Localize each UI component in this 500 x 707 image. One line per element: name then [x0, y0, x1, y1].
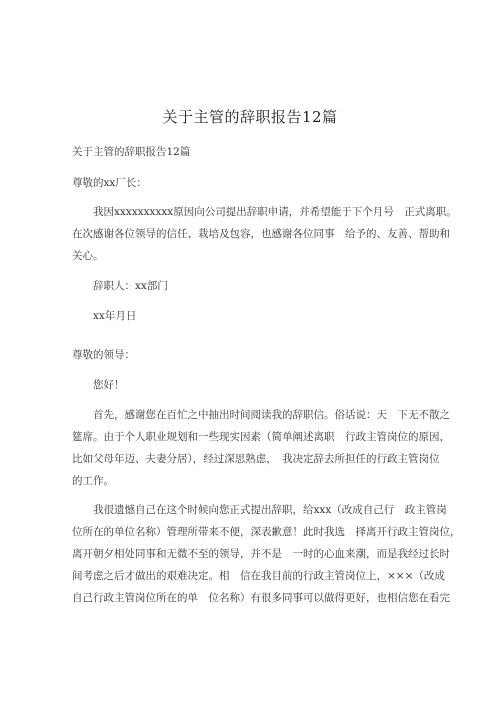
paragraph-2-line-4: 的工作。 [72, 475, 114, 487]
paragraph-3-line-2: 位所在的单位名称）管理所带来不便，深表歉意！此时我选 择离开行政主管岗位， [72, 526, 461, 538]
paragraph-3-line-3: 离开朝夕相处同事和无微不至的领导，并不是 一时的心血来潮，而是我经过长时 [72, 548, 450, 560]
date-line: xx年月日 [93, 310, 137, 322]
paragraph-1-line-3: 关心。 [72, 250, 104, 262]
paragraph-1-line-1: 我因xxxxxxxxxx原因向公司提出辞职申请，并希望能于下个月号 正式离职。 [93, 206, 457, 218]
paragraph-3-line-1: 我很遗憾自己在这个时候向您正式提出辞职，给xxx（改成自己行 政主管岗 [93, 504, 447, 516]
greeting-factory-director: 尊敬的xx厂长： [72, 177, 147, 189]
greeting-leader: 尊敬的领导： [72, 349, 135, 361]
hello-line: 您好！ [93, 379, 125, 391]
signer-line: 辞职人：xx部门 [93, 280, 168, 292]
document-title: 关于主管的辞职报告12篇 [162, 108, 338, 126]
paragraph-3-line-5: 自己行政主管岗位所在的单 位名称）有很多同事可以做得更好，也相信您在看完 [72, 592, 450, 604]
paragraph-1-line-2: 在次感谢各位领导的信任、栽培及包容，也感谢各位同事 给予的、友善、帮助和 [72, 228, 450, 240]
paragraph-2-line-3: 比如父母年迈、夫妻分居），经过深思熟虑， 我决定辞去所担任的行政主管岗位 [72, 453, 440, 465]
paragraph-2-line-2: 筵席。由于个人职业规划和一些现实因素（简单阐述离职 行政主管岗位的原因， [72, 431, 450, 443]
document-subtitle: 关于主管的辞职报告12篇 [72, 146, 191, 158]
paragraph-2-line-1: 首先，感谢您在百忙之中抽出时间阅读我的辞职信。俗话说：天 下无不散之 [93, 409, 450, 421]
paragraph-3-line-4: 间考虑之后才做出的艰难决定。相 信在我目前的行政主管岗位上，×××（改成 [72, 570, 445, 582]
